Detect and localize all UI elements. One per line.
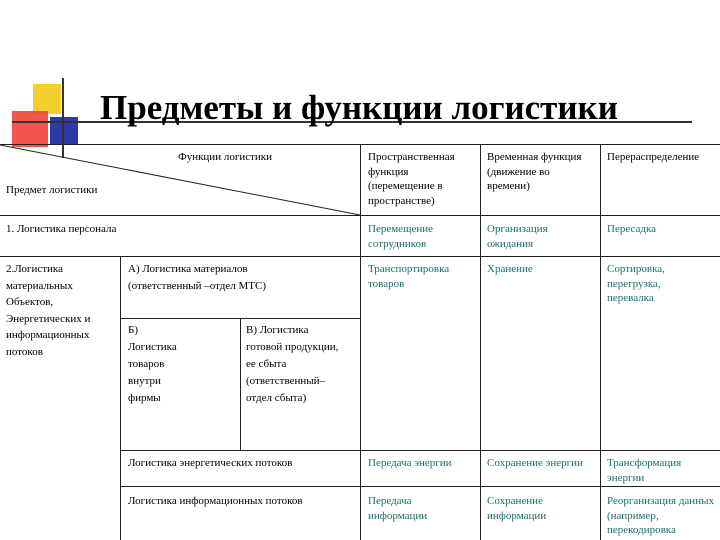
row-material-v-label: В) Логистика готовой продукции, ее сбыта (ответственный–отдел сбыта) <box>246 324 339 404</box>
row-material-time: Хранение <box>487 263 533 275</box>
row-material-spatial: Транспортировка товаров <box>368 263 450 290</box>
row-material-a-label: А) Логистика материалов (ответственный –отдел МТС) <box>128 263 267 292</box>
row-info-redistribution: Реорганизация данных (например, перекодировка <box>607 495 714 536</box>
decor-red-square <box>12 111 48 147</box>
row-info-spatial: Передача информации <box>368 495 428 522</box>
row-material-redistribution: Сортировка, перегрузка, перевалка <box>607 263 665 304</box>
row-personnel-redistribution: Пересадка <box>607 223 657 235</box>
header-redistribution: Перераспределение <box>607 151 700 163</box>
row-energy-time: Сохранение энергии <box>487 457 583 469</box>
row-energy-redistribution: Трансформация энергии <box>607 457 682 484</box>
header-time-function: Временная функция (движение во времени) <box>487 151 582 192</box>
row-info-label: Логистика информационных потоков <box>128 495 303 507</box>
row-material-group-label: 2.Логистика материальных Объектов, Энергетических и информационных потоков <box>6 263 91 358</box>
header-subject-label: Предмет логистики <box>6 184 98 196</box>
decor-yellow-square <box>33 84 61 114</box>
row-energy-label: Логистика энергетических потоков <box>128 457 293 469</box>
slide-title: Предметы и функции логистики <box>100 88 618 127</box>
row-material-b-label: Б) Логистика товаров внутри фирмы <box>128 324 177 404</box>
header-spatial-function: Пространственная функция (перемещение в пространстве) <box>368 151 455 207</box>
row-personnel-label: 1. Логистика персонала <box>6 223 117 235</box>
header-functions-label: Функции логистики <box>178 151 273 163</box>
row-info-time: Сохранение информации <box>487 495 547 522</box>
row-energy-spatial: Передача энергии <box>368 457 452 469</box>
row-personnel-spatial: Перемещение сотрудников <box>368 223 434 250</box>
row-personnel-time: Организация ожидания <box>487 223 548 250</box>
